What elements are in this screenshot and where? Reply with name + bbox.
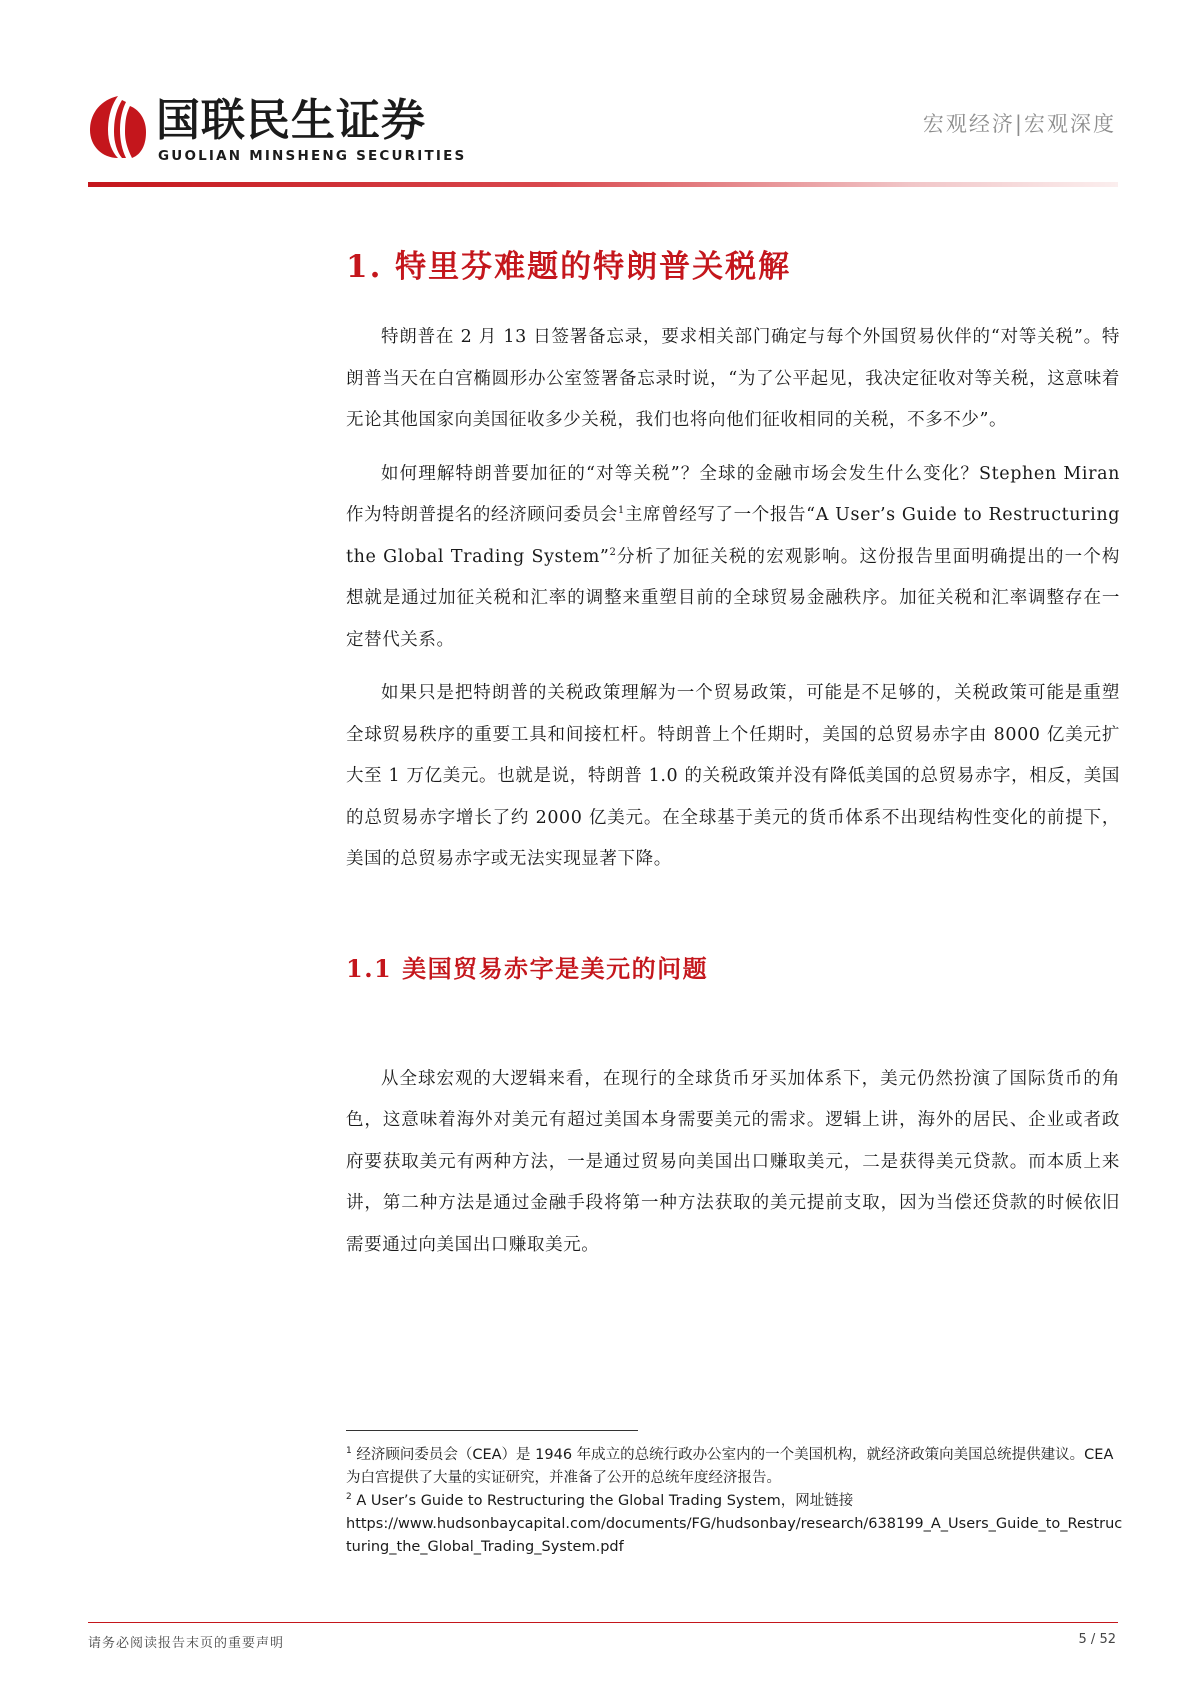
footnote-2 xyxy=(346,1490,1124,1513)
header-divider xyxy=(88,182,1118,187)
footnote-mark-1: 1 xyxy=(346,1446,352,1457)
footnotes xyxy=(346,1444,1124,1559)
paragraph-2-part2: 主席曾经写了一个报告“A User’s Guide to Restructuring the Global Trading System” xyxy=(346,505,1120,567)
footnote-divider xyxy=(346,1430,638,1431)
section-heading-1: 1. 特里芬难题的特朗普关税解 xyxy=(346,249,792,285)
footnote-2-url[interactable]: https://www.hudsonbaycapital.com/documents/FG/hudsonbay/research/638199_A_Users_Guide_to_Restructuring_the_Global_Trading_System.pdf xyxy=(346,1516,1123,1555)
footnote-ref-2: 2 xyxy=(609,546,617,558)
paragraph-1: 特朗普在 2 月 13 日签署备忘录，要求相关部门确定与每个外国贸易伙伴的“对等关税”。特朗普当天在白宫椭圆形办公室签署备忘录时说，“为了公平起见，我决定征收对等关税，这意味着无论其他国家向美国征收多少关税，我们也将向他们征收相同的关税，不多不少”。 xyxy=(346,327,1120,430)
footnote-ref-1: 1 xyxy=(617,505,625,517)
report-category: 宏观经济|宏观深度 xyxy=(922,112,1116,136)
footnote-1-text: 经济顾问委员会（CEA）是 1946 年成立的总统行政办公室内的一个美国机构，就经济政策向美国总统提供建议。CEA 为白宫提供了大量的实证研究，并准备了公开的总统年度经济报告。 xyxy=(346,1447,1114,1486)
paragraph-4: 从全球宏观的大逻辑来看，在现行的全球货币牙买加体系下，美元仍然扮演了国际货币的角色，这意味着海外对美元有超过美国本身需要美元的需求。逻辑上讲，海外的居民、企业或者政府要获取美元有两种方法，一是通过贸易向美国出口赚取美元，二是获得美元贷款。而本质上来讲，第二种方法是通过金融手段将第一种方法获取的美元提前支取，因为当偿还贷款的时候依旧需要通过向美国出口赚取美元。 xyxy=(346,1068,1120,1255)
paragraph-2-part1: 如何理解特朗普要加征的“对等关税”？全球的金融市场会发生什么变化？Stephen Miran 作为特朗普提名的经济顾问委员会 xyxy=(346,463,1120,525)
footer-disclaimer: 请务必阅读报告末页的重要声明 xyxy=(88,1636,285,1651)
main-content xyxy=(346,244,1120,1266)
brand-logo-icon xyxy=(88,92,148,160)
brand-name-en: GUOLIAN MINSHENG SECURITIES xyxy=(158,148,467,164)
footnote-2-text: A User’s Guide to Restructuring the Global Trading System，网址链接 xyxy=(356,1493,854,1509)
paragraph-2-part3: 分析了加征关税的宏观影响。这份报告里面明确提出的一个构想就是通过加征关税和汇率的调整来重塑目前的全球贸易金融秩序。加征关税和汇率调整存在一定替代关系。 xyxy=(346,546,1121,650)
brand-name-cn: 国联民生证券 xyxy=(156,95,426,146)
section-heading-1-1: 1.1 美国贸易赤字是美元的问题 xyxy=(346,953,709,983)
page-header xyxy=(88,92,1116,192)
footer-divider xyxy=(88,1622,1118,1623)
paragraph-3: 如果只是把特朗普的关税政策理解为一个贸易政策，可能是不足够的，关税政策可能是重塑全球贸易秩序的重要工具和间接杠杆。特朗普上个任期时，美国的总贸易赤字由 8000 亿美元扩大至 1 万亿美元。也就是说，特朗普 1.0 的关税政策并没有降低美国的总贸易赤字，相反，美国的总贸易赤字增长了约 2000 亿美元。在全球基于美元的货币体系不出现结构性变化的前提下，美国的总贸易赤字或无法实现显著下降。 xyxy=(346,683,1120,869)
paragraph-2 xyxy=(346,454,1120,662)
page-number: 5 / 52 xyxy=(1078,1632,1116,1647)
footnote-1 xyxy=(346,1444,1124,1490)
footnote-mark-2: 2 xyxy=(346,1492,352,1503)
